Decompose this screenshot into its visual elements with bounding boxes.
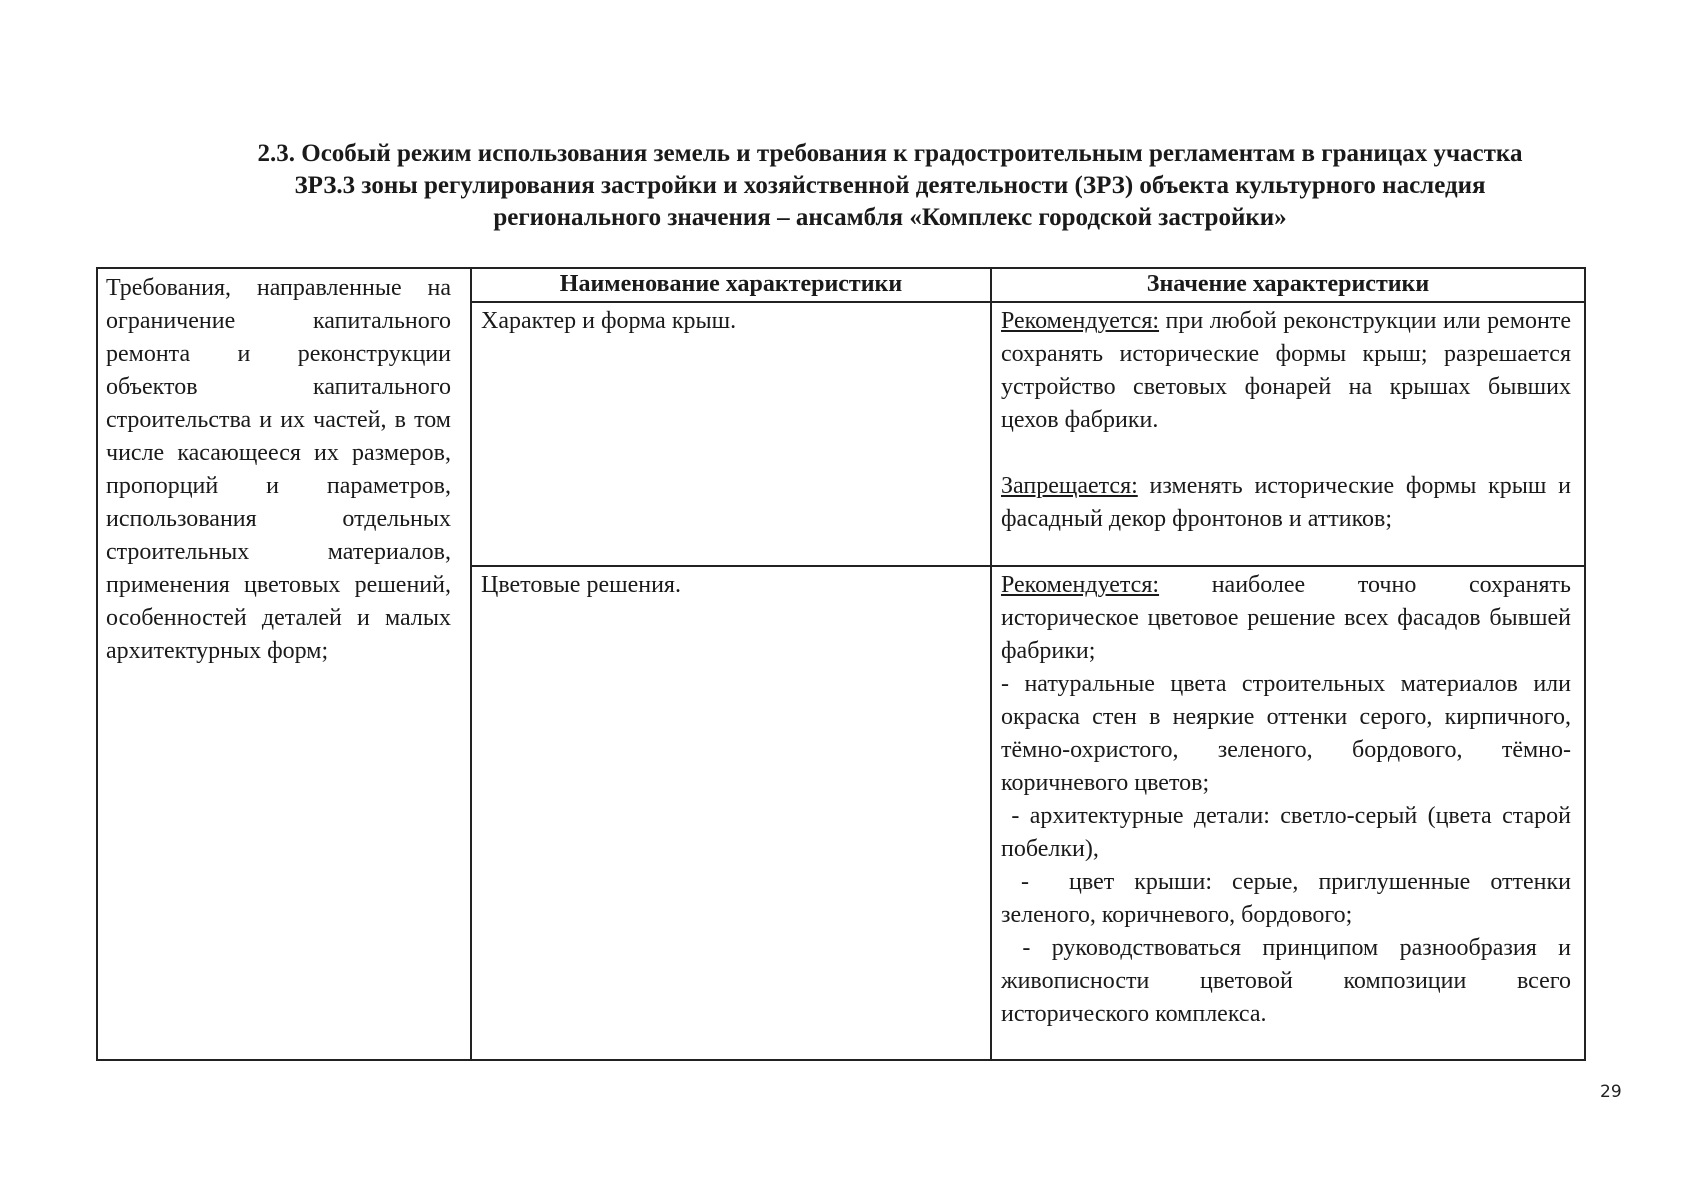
- row-2-value: [1001, 569, 1578, 1031]
- title-line-3: регионального значения – ансамбля «Комплекс городской застройки»: [493, 204, 1287, 231]
- requirement-cell: Требования, направленные на ограничение капитального ремонта и реконструкции объектов капитального строительства и их частей, в том числе касающееся их размеров, пропорций и параметров, использования отдельных строительных материалов, применения цветовых решений, особенностей деталей и малых архитектурных форм;: [106, 275, 451, 664]
- list-item: - руководствоваться принципом разнообразия и живописности цветовой композиции всего исторического комплекса.: [1001, 935, 1577, 1027]
- title-line-2: ЗРЗ.3 зоны регулирования застройки и хозяйственной деятельности (ЗРЗ) объекта культурного наследия: [294, 172, 1486, 199]
- row-2-name: Цветовые решения.: [481, 572, 681, 598]
- recommend-label: Рекомендуется:: [1001, 572, 1160, 598]
- row-1-prohibition: [1001, 470, 1571, 536]
- table-divider-2: [990, 267, 992, 1061]
- list-item: - натуральные цвета строительных материалов или окраска стен в неяркие оттенки серого, кирпичного, тёмно-охристого, зеленого, бордового, тёмно-коричневого цветов;: [1001, 671, 1571, 796]
- recommend-text: наиболее точно сохранять историческое цветовое решение всех фасадов бывшей фабрики;: [1001, 572, 1571, 664]
- title-line-1: 2.3. Особый режим использования земель и требования к градостроительным регламентам в границах участка: [257, 140, 1523, 167]
- prohibit-label: Запрещается:: [1001, 473, 1138, 499]
- section-title: [150, 138, 1630, 234]
- recommend-label: Рекомендуется:: [1001, 308, 1160, 334]
- header-name: Наименование характеристики: [559, 271, 903, 297]
- row-1-name: Характер и форма крыш.: [481, 308, 737, 334]
- list-item: - цвет крыши: серые, приглушенные оттенки зеленого, коричневого, бордового;: [1001, 869, 1578, 928]
- table-border-bottom: [96, 1059, 1586, 1061]
- header-divider: [470, 301, 1586, 303]
- table-divider-1: [470, 267, 472, 1061]
- list-item: - архитектурные детали: светло-серый (цвета старой побелки),: [1001, 803, 1578, 862]
- prohibit-text: изменять исторические формы крыш и фасадный декор фронтонов и аттиков;: [1001, 473, 1571, 532]
- row-divider: [470, 565, 1586, 567]
- row-2-recommendation: [1001, 569, 1571, 668]
- page-number: 29: [1600, 1082, 1622, 1102]
- requirements-table: [96, 267, 1586, 1061]
- header-value: Значение характеристики: [1146, 271, 1430, 297]
- table-border-left: [96, 267, 98, 1061]
- row-1-value: [1001, 305, 1571, 536]
- row-1-recommendation: [1001, 305, 1571, 437]
- table-border-right: [1584, 267, 1586, 1061]
- recommend-text: при любой реконструкции или ремонте сохранять исторические формы крыш; разрешается устройство световых фонарей на крышах бывших цехов фабрики.: [1001, 308, 1571, 433]
